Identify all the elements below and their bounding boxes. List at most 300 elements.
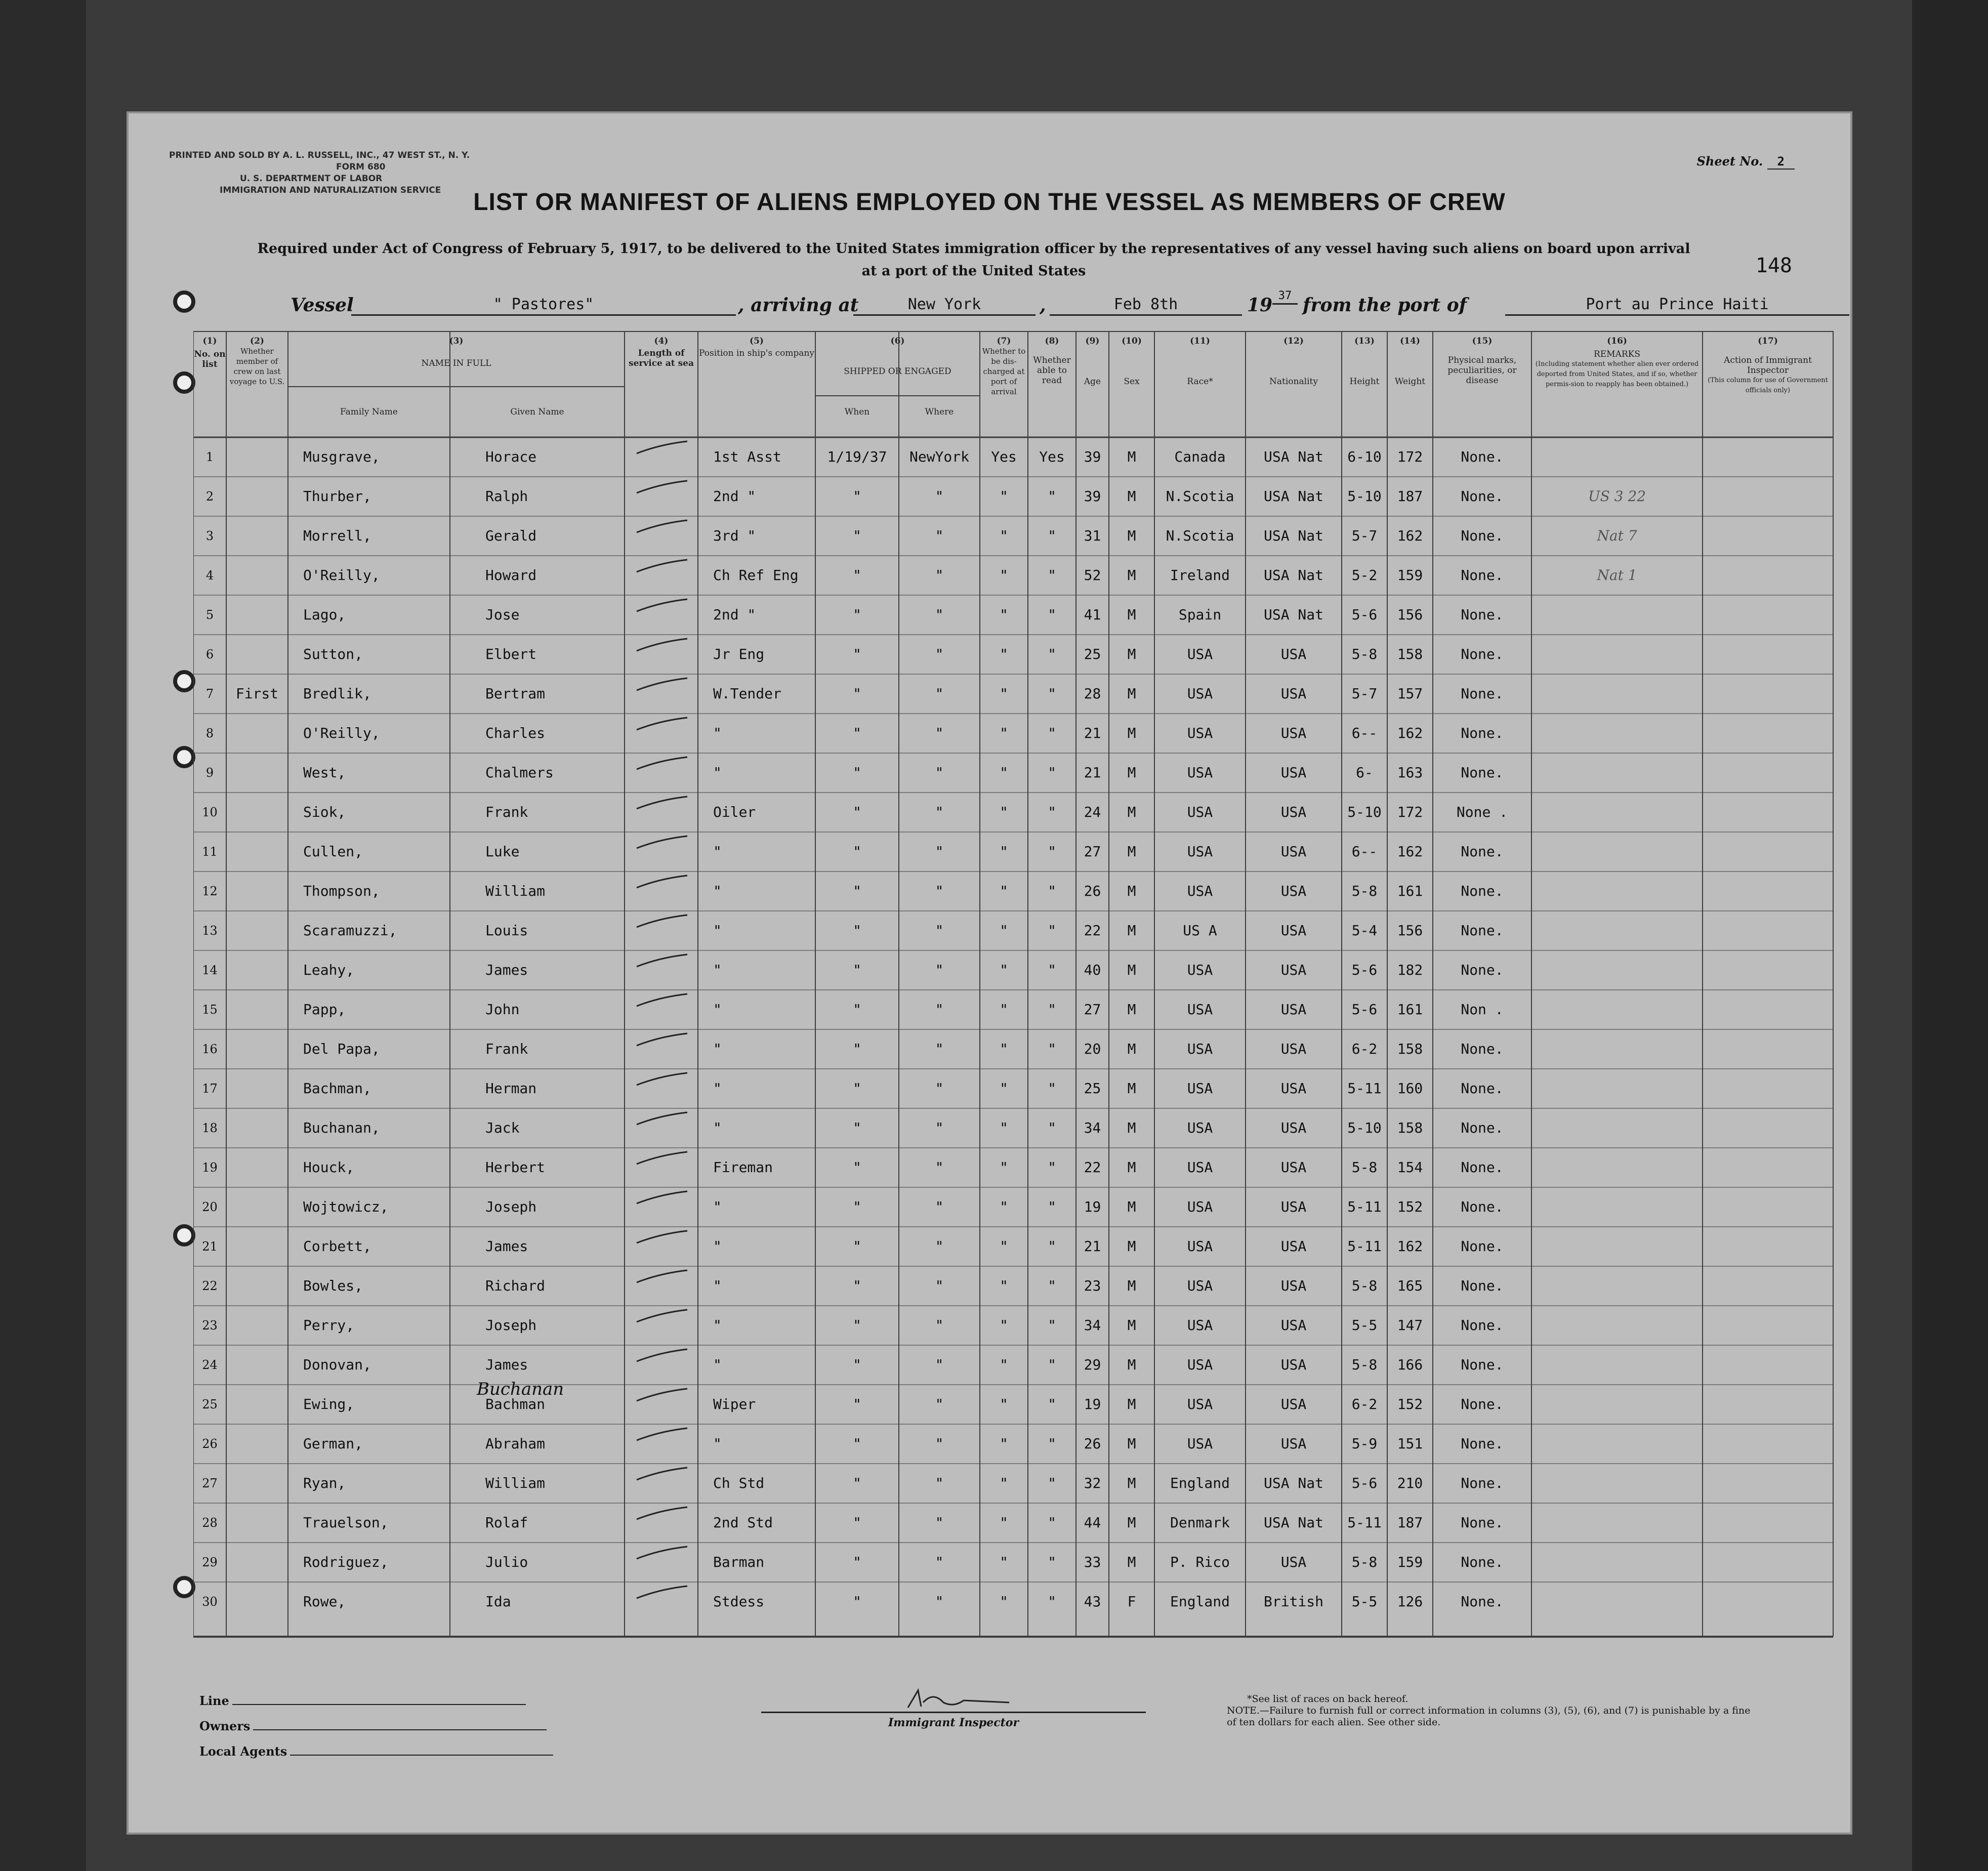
cell-family: Cullen, <box>303 843 363 860</box>
cell-disch: " <box>1000 685 1008 702</box>
cell-weight: 187 <box>1397 1514 1423 1531</box>
cell-height: 6-2 <box>1351 1396 1378 1412</box>
cell-nat: USA <box>1280 1041 1307 1057</box>
cell-marks: None. <box>1461 1238 1504 1255</box>
cell-family: Rodriguez, <box>303 1554 389 1570</box>
cell-read: " <box>1048 1593 1056 1610</box>
cell-age: 22 <box>1084 1159 1101 1176</box>
cell-disch: " <box>1000 567 1008 584</box>
cell-marks: None. <box>1461 567 1504 584</box>
cell-nat: USA <box>1280 646 1307 662</box>
cell-remarks <box>1531 1110 1703 1146</box>
cell-no: 28 <box>202 1516 218 1530</box>
cell-weight: 159 <box>1397 1554 1423 1570</box>
cell-disch: " <box>1000 1159 1008 1176</box>
cell-given: Frank <box>485 804 528 820</box>
cell-sex: M <box>1127 646 1136 662</box>
header-text: SHIPPED OR ENGAGED <box>844 366 951 377</box>
service-tick-mark <box>635 558 690 573</box>
cell-nat: USA <box>1280 685 1307 702</box>
cell-family: Wojtowicz, <box>303 1198 389 1215</box>
cell-marks: None. <box>1461 1593 1504 1610</box>
film-border-left <box>0 0 86 1871</box>
cell-nat: USA <box>1280 1356 1307 1373</box>
cell-last <box>226 1071 288 1106</box>
service-tick-mark <box>635 1347 690 1362</box>
cell-disch: " <box>1000 527 1008 544</box>
cell-weight: 158 <box>1397 1119 1423 1136</box>
film-border-right <box>1912 0 1988 1871</box>
cell-no: 2 <box>205 489 214 504</box>
cell-age: 44 <box>1084 1514 1101 1531</box>
cell-given: Elbert <box>485 646 537 662</box>
header-sex <box>1109 336 1154 387</box>
header-no <box>193 336 226 369</box>
cell-sex: M <box>1127 606 1136 623</box>
cell-where: " <box>935 1317 944 1334</box>
cell-height: 5-7 <box>1351 527 1378 544</box>
cell-given: Ida <box>485 1593 511 1610</box>
cell-when: " <box>853 646 861 662</box>
cell-disch: " <box>1000 1080 1008 1097</box>
service-tick-mark <box>635 518 690 533</box>
cell-last <box>226 439 288 475</box>
header-text: (12) <box>1283 336 1304 346</box>
cell-no: 4 <box>205 568 214 583</box>
cell-read: " <box>1048 1198 1056 1215</box>
header-text: Whether member of crew on last voyage to U.S. <box>229 347 285 386</box>
cell-race: England <box>1170 1593 1230 1610</box>
cell-remarks <box>1531 913 1703 948</box>
cell-race: USA <box>1187 1001 1213 1018</box>
cell-family: Thurber, <box>303 488 371 505</box>
cell-race: England <box>1170 1475 1230 1491</box>
cell-disch: " <box>1000 1554 1008 1570</box>
header-text: (10) <box>1122 336 1142 346</box>
cell-height: 5-11 <box>1347 1080 1382 1097</box>
cell-last <box>226 755 288 791</box>
cell-remarks <box>1531 1308 1703 1343</box>
service-tick-mark <box>635 1110 690 1126</box>
sheet-value: 2 <box>1767 154 1795 170</box>
cell-last <box>226 637 288 672</box>
cell-sex: M <box>1127 1317 1136 1334</box>
cell-when: " <box>853 764 861 781</box>
cell-race: USA <box>1187 685 1213 702</box>
cell-height: 5-8 <box>1351 1277 1378 1294</box>
cell-when: " <box>853 527 861 544</box>
cell-nat: USA <box>1280 883 1307 899</box>
cell-read: " <box>1048 1041 1056 1057</box>
cell-family: Trauelson, <box>303 1514 389 1531</box>
cell-weight: 147 <box>1397 1317 1423 1334</box>
cell-where: " <box>935 1159 944 1176</box>
cell-disch: " <box>1000 1001 1008 1018</box>
table-row <box>193 913 1848 948</box>
cell-disch: " <box>1000 922 1008 939</box>
cell-no: 9 <box>205 766 214 780</box>
document-title: LIST OR MANIFEST OF ALIENS EMPLOYED ON THE VESSEL AS MEMBERS OF CREW <box>473 189 1506 216</box>
races-note: *See list of races on back hereof. <box>1247 1693 1409 1704</box>
cell-family: Perry, <box>303 1317 355 1334</box>
punch-hole <box>173 746 195 768</box>
cell-remarks <box>1531 676 1703 712</box>
cell-last <box>226 1545 288 1580</box>
cell-no: 12 <box>202 884 218 898</box>
cell-position: " <box>713 1041 722 1057</box>
cell-nat: USA <box>1280 1080 1307 1097</box>
cell-where: " <box>935 1514 944 1531</box>
cell-where: NewYork <box>909 448 969 465</box>
inspector-label: Immigrant Inspector <box>888 1716 1019 1729</box>
cell-height: 6-- <box>1351 725 1378 741</box>
header-text: Physical marks, peculiarities, or disease <box>1447 355 1517 386</box>
cell-height: 6-10 <box>1347 448 1382 465</box>
table-row <box>193 1150 1848 1185</box>
cell-given: John <box>485 1001 520 1018</box>
header-where <box>899 407 980 417</box>
cell-last <box>226 597 288 633</box>
cell-read: " <box>1048 725 1056 741</box>
cell-disch: " <box>1000 1593 1008 1610</box>
cell-remarks <box>1531 439 1703 475</box>
cell-family: Houck, <box>303 1159 355 1176</box>
cell-disch: " <box>1000 843 1008 860</box>
cell-height: 5-4 <box>1351 922 1378 939</box>
cell-sex: M <box>1127 1198 1136 1215</box>
cell-when: " <box>853 1554 861 1570</box>
table-row <box>193 1584 1848 1619</box>
cell-weight: 152 <box>1397 1198 1423 1215</box>
cell-read: " <box>1048 1554 1056 1570</box>
cell-age: 39 <box>1084 488 1101 505</box>
cell-position: " <box>713 883 722 899</box>
cell-height: 5-11 <box>1347 1198 1382 1215</box>
cell-given: William <box>485 883 546 899</box>
header-text: (9) <box>1085 336 1100 346</box>
cell-read: " <box>1048 1317 1056 1334</box>
header-text: (13) <box>1354 336 1375 346</box>
service-tick-mark <box>635 952 690 968</box>
header-weight <box>1387 336 1433 387</box>
cell-read: " <box>1048 1514 1056 1531</box>
cell-remarks <box>1531 1071 1703 1106</box>
cell-age: 34 <box>1084 1119 1101 1136</box>
cell-marks: None. <box>1461 764 1504 781</box>
table-row <box>193 874 1848 909</box>
cell-sex: M <box>1127 527 1136 544</box>
cell-disch: " <box>1000 1396 1008 1412</box>
service-tick-mark <box>635 1584 690 1599</box>
cell-sex: M <box>1127 804 1136 820</box>
cell-marks: None. <box>1461 962 1504 978</box>
service-tick-mark <box>635 637 690 652</box>
cell-remarks <box>1531 952 1703 988</box>
cell-race: USA <box>1187 1119 1213 1136</box>
cell-age: 31 <box>1084 527 1101 544</box>
cell-last <box>226 952 288 988</box>
cell-given: Richard <box>485 1277 546 1294</box>
cell-age: 25 <box>1084 646 1101 662</box>
header-text: (7) <box>997 336 1011 346</box>
header-discharged <box>980 336 1028 397</box>
cell-race: Spain <box>1178 606 1222 623</box>
table-row <box>193 1347 1848 1383</box>
vessel-label: Vessel <box>291 295 354 316</box>
cell-position: " <box>713 1080 722 1097</box>
cell-marks: None. <box>1461 606 1504 623</box>
cell-family: Thompson, <box>303 883 380 899</box>
cell-read: " <box>1048 764 1056 781</box>
cell-where: " <box>935 488 944 505</box>
cell-nat: USA <box>1280 1317 1307 1334</box>
cell-last <box>226 1426 288 1462</box>
cell-race: USA <box>1187 1238 1213 1255</box>
table-row <box>193 558 1848 593</box>
cell-remarks <box>1531 1426 1703 1462</box>
cell-given: Frank <box>485 1041 528 1057</box>
cell-nat: USA <box>1280 843 1307 860</box>
cell-disch: " <box>1000 1041 1008 1057</box>
service-tick-mark <box>635 1031 690 1047</box>
cell-no: 29 <box>202 1555 218 1569</box>
cell-last <box>226 1347 288 1383</box>
table-row <box>193 1426 1848 1462</box>
cell-remarks <box>1531 637 1703 672</box>
service-tick-mark <box>635 795 690 810</box>
cell-race: USA <box>1187 843 1213 860</box>
cell-height: 5-8 <box>1351 1356 1378 1373</box>
cell-marks: None. <box>1461 527 1504 544</box>
cell-no: 24 <box>202 1358 218 1372</box>
cell-read: " <box>1048 843 1056 860</box>
cell-position: 1st Asst <box>713 448 781 465</box>
cell-read: " <box>1048 1356 1056 1373</box>
cell-sex: M <box>1127 1514 1136 1531</box>
signature-scribble <box>878 1687 1029 1712</box>
cell-family: Ryan, <box>303 1475 346 1491</box>
cell-family: Bowles, <box>303 1277 363 1294</box>
cell-read: " <box>1048 883 1056 899</box>
table-row <box>193 1466 1848 1501</box>
cell-no: 1 <box>205 450 214 464</box>
cell-age: 39 <box>1084 448 1101 465</box>
table-row <box>193 1308 1848 1343</box>
cell-remarks: Nat 1 <box>1597 567 1637 584</box>
cell-nat: USA Nat <box>1263 488 1323 505</box>
cell-disch: " <box>1000 1317 1008 1334</box>
cell-where: " <box>935 1475 944 1491</box>
cell-weight: 154 <box>1397 1159 1423 1176</box>
cell-read: " <box>1048 1159 1056 1176</box>
cell-race: USA <box>1187 804 1213 820</box>
cell-weight: 126 <box>1397 1593 1423 1610</box>
cell-age: 28 <box>1084 685 1101 702</box>
cell-position: Ch Std <box>713 1475 765 1491</box>
cell-no: 21 <box>202 1239 218 1254</box>
header-text: (8) <box>1045 336 1059 346</box>
cell-last <box>226 1150 288 1185</box>
cell-disch: " <box>1000 1475 1008 1491</box>
cell-read: " <box>1048 1080 1056 1097</box>
service-tick-mark <box>635 676 690 691</box>
header-text: Nationality <box>1269 377 1318 387</box>
cell-remarks <box>1531 795 1703 830</box>
cell-marks: None. <box>1461 1435 1504 1452</box>
vessel-info-line: Vessel " Pastores" , arriving at New York , Feb 8th 19 37 from the port of Port au Prince Haiti <box>291 289 1719 320</box>
service-tick-mark <box>635 834 690 849</box>
cell-marks: None. <box>1461 1198 1504 1215</box>
header-text: Length of service at sea <box>629 348 694 368</box>
cell-height: 5-8 <box>1351 883 1378 899</box>
cell-when: " <box>853 1475 861 1491</box>
year-suffix: 37 <box>1272 289 1298 305</box>
departure-port: Port au Prince Haiti <box>1505 296 1849 316</box>
page-stamp-number: 148 <box>1755 254 1792 277</box>
cell-no: 26 <box>202 1437 218 1451</box>
cell-position: Oiler <box>713 804 756 820</box>
cell-when: " <box>853 567 861 584</box>
cell-remarks <box>1531 1466 1703 1501</box>
header-text: No. on list <box>194 349 226 369</box>
cell-where: " <box>935 1198 944 1215</box>
cell-race: USA <box>1187 1317 1213 1334</box>
cell-height: 5-11 <box>1347 1238 1382 1255</box>
cell-remarks: Nat 7 <box>1597 527 1637 544</box>
cell-given: Charles <box>485 725 546 741</box>
cell-given: Herman <box>485 1080 537 1097</box>
cell-last <box>226 1110 288 1146</box>
cell-read: " <box>1048 1475 1056 1491</box>
arriving-label: , arriving at <box>738 295 859 316</box>
cell-given: Louis <box>485 922 528 939</box>
cell-race: Denmark <box>1170 1514 1230 1531</box>
cell-age: 33 <box>1084 1554 1101 1570</box>
service-tick-mark <box>635 874 690 889</box>
cell-no: 30 <box>202 1595 218 1609</box>
cell-when: " <box>853 1159 861 1176</box>
header-text: (This column for use of Government officials only) <box>1708 377 1828 394</box>
cell-when: " <box>853 725 861 741</box>
owners-field <box>253 1729 547 1730</box>
service-tick-mark <box>635 1071 690 1086</box>
cell-nat: USA Nat <box>1263 1475 1323 1491</box>
cell-given: Julio <box>485 1554 528 1570</box>
cell-remarks <box>1531 716 1703 751</box>
cell-no: 7 <box>205 687 214 701</box>
cell-where: " <box>935 843 944 860</box>
cell-last <box>226 1505 288 1541</box>
cell-marks: None. <box>1461 1396 1504 1412</box>
service-name: IMMIGRATION AND NATURALIZATION SERVICE <box>220 185 441 195</box>
cell-when: " <box>853 1317 861 1334</box>
service-tick-mark <box>635 1426 690 1441</box>
header-text: Family Name <box>340 407 398 417</box>
table-row <box>193 1229 1848 1264</box>
header-when <box>815 407 899 417</box>
cell-when: " <box>853 1198 861 1215</box>
cell-disch: " <box>1000 1119 1008 1136</box>
cell-when: " <box>853 606 861 623</box>
cell-age: 23 <box>1084 1277 1101 1294</box>
cell-given: Rolaf <box>485 1514 528 1531</box>
cell-sex: M <box>1127 1041 1136 1057</box>
cell-position: " <box>713 1435 722 1452</box>
cell-marks: None. <box>1461 922 1504 939</box>
cell-where: " <box>935 1435 944 1452</box>
cell-age: 22 <box>1084 922 1101 939</box>
cell-family: Rowe, <box>303 1593 346 1610</box>
sheet-label: Sheet No. <box>1696 154 1763 169</box>
cell-age: 41 <box>1084 606 1101 623</box>
cell-nat: USA Nat <box>1263 567 1323 584</box>
cell-where: " <box>935 1554 944 1570</box>
cell-given: Joseph <box>485 1198 537 1215</box>
cell-sex: M <box>1127 1554 1136 1570</box>
header-remarks <box>1531 336 1703 390</box>
cell-weight: 161 <box>1397 1001 1423 1018</box>
header-text: Position in ship's company <box>698 348 815 358</box>
cell-no: 13 <box>202 924 218 938</box>
cell-marks: None. <box>1461 685 1504 702</box>
service-tick-mark <box>635 913 690 928</box>
cell-height: 6-2 <box>1351 1041 1378 1057</box>
cell-weight: 161 <box>1397 883 1423 899</box>
cell-when: " <box>853 1396 861 1412</box>
header-text: NAME IN FULL <box>421 358 491 368</box>
cell-read: " <box>1048 922 1056 939</box>
cell-position: 2nd " <box>713 606 756 623</box>
cell-marks: None. <box>1461 1159 1504 1176</box>
cell-when: " <box>853 1119 861 1136</box>
cell-race: USA <box>1187 1435 1213 1452</box>
cell-where: " <box>935 1238 944 1255</box>
document-subtitle: Required under Act of Congress of February 5, 1917, to be delivered to the United States immigration officer by the representatives of any vessel having such aliens on board upon arrival at a port of the United States <box>257 241 1690 279</box>
cell-nat: USA <box>1280 1001 1307 1018</box>
header-text: Race* <box>1187 377 1213 387</box>
cell-height: 5-8 <box>1351 646 1378 662</box>
cell-marks: Non . <box>1461 1001 1504 1018</box>
cell-no: 6 <box>205 647 214 661</box>
cell-position: Fireman <box>713 1159 773 1176</box>
cell-weight: 166 <box>1397 1356 1423 1373</box>
cell-given: Ralph <box>485 488 528 505</box>
cell-given: James <box>485 1238 528 1255</box>
table-row <box>193 1071 1848 1106</box>
header-text: (17) <box>1758 336 1778 346</box>
cell-nat: USA <box>1280 1119 1307 1136</box>
table-row <box>193 676 1848 712</box>
arrival-port: New York <box>853 296 1036 316</box>
cell-where: " <box>935 1041 944 1057</box>
cell-read: " <box>1048 804 1056 820</box>
cell-last <box>226 1189 288 1225</box>
punch-hole <box>173 1576 195 1598</box>
cell-disch: " <box>1000 646 1008 662</box>
cell-race: USA <box>1187 764 1213 781</box>
punch-hole <box>173 1224 195 1246</box>
cell-height: 5-5 <box>1351 1317 1378 1334</box>
cell-family: Musgrave, <box>303 448 380 465</box>
cell-weight: 162 <box>1397 725 1423 741</box>
cell-height: 5-8 <box>1351 1554 1378 1570</box>
cell-disch: " <box>1000 962 1008 978</box>
cell-when: " <box>853 962 861 978</box>
cell-last <box>226 834 288 869</box>
cell-given: Luke <box>485 843 520 860</box>
cell-family: Corbett, <box>303 1238 371 1255</box>
cell-age: 26 <box>1084 1435 1101 1452</box>
